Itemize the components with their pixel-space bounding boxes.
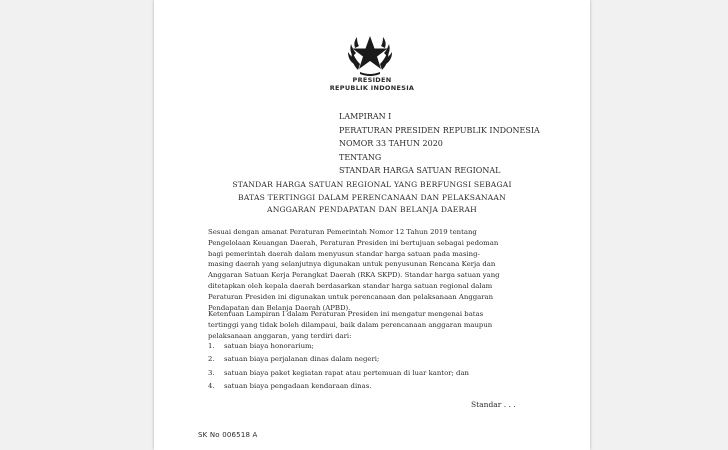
list-number: 2.: [208, 355, 215, 364]
body-paragraph-2: [208, 309, 538, 341]
document-title: [174, 179, 570, 217]
continuation-text: Standar . . .: [471, 400, 516, 409]
body-paragraph-1: [208, 227, 538, 313]
paragraph-line: masing daerah yang selanjutnya digunakan untuk penyusunan Rencana Kerja dan: [208, 260, 496, 269]
attachment-line: NOMOR 33 TAHUN 2020: [339, 139, 443, 148]
list-text: satuan biaya perjalanan dinas dalam negeri;: [224, 355, 380, 364]
list-text: satuan biaya honorarium;: [224, 342, 314, 350]
paragraph-line: Peraturan Presiden ini digunakan untuk perencanaan dan pelaksanaan Anggaran: [208, 292, 494, 301]
list-text: satuan biaya paket kegiatan rapat atau pertemuan di luar kantor; dan: [224, 368, 469, 377]
numbered-list: [208, 340, 538, 394]
list-text: satuan biaya pengadaan kendaraan dinas.: [224, 382, 372, 391]
attachment-line: TENTANG: [339, 152, 382, 162]
paragraph-line: bagi pemerintah daerah dalam menyusun standar harga satuan pada masing-: [208, 249, 480, 258]
title-line: BATAS TERTINGGI DALAM PERENCANAAN DAN PELAKSANAAN: [238, 192, 506, 202]
list-item: [208, 380, 538, 393]
list-number: 4.: [208, 382, 215, 391]
paragraph-line: Pendapatan dan Belanja Daerah (APBD).: [208, 303, 351, 312]
sk-number: SK No 006518 A: [198, 431, 258, 439]
header-republic-label: REPUBLIK INDONESIA: [329, 84, 415, 92]
header-president-label: PRESIDEN: [352, 76, 392, 84]
paragraph-line: tertinggi yang tidak boleh dilampaui, baik dalam perencanaan anggaran maupun: [208, 320, 493, 329]
title-line: STANDAR HARGA SATUAN REGIONAL YANG BERFUNGSI SEBAGAI: [232, 180, 512, 189]
paragraph-line: Pengelolaan Keuangan Daerah, Peraturan Presiden ini bertujuan sebagai pedoman: [208, 238, 499, 247]
paragraph-line: pelaksanaan anggaran, yang terdiri dari:: [208, 331, 352, 340]
list-number: 3.: [208, 368, 215, 377]
attachment-line: STANDAR HARGA SATUAN REGIONAL: [339, 166, 501, 175]
paragraph-line: Anggaran Satuan Kerja Perangkat Daerah (RKA SKPD). Standar harga satuan yang: [208, 271, 500, 280]
document-page: [154, 0, 590, 450]
title-line: ANGGARAN PENDAPATAN DAN BELANJA DAERAH: [267, 205, 477, 215]
paragraph-line: Ketentuan Lampiran I dalam Peraturan Presiden ini mengatur mengenai batas: [208, 310, 484, 318]
garuda-star-emblem-icon: [344, 30, 396, 78]
list-number: 1.: [208, 342, 215, 350]
list-item: [208, 353, 538, 366]
paragraph-line: Sesuai dengan amanat Peraturan Pemerintah Nomor 12 Tahun 2019 tentang: [208, 228, 477, 236]
paragraph-line: ditetapkan oleh kepala daerah berdasarkan standar harga satuan regional dalam: [208, 281, 493, 290]
list-item: [208, 367, 538, 380]
list-item: [208, 340, 538, 353]
attachment-line: PERATURAN PRESIDEN REPUBLIK INDONESIA: [339, 125, 540, 135]
attachment-line: LAMPIRAN I: [339, 112, 392, 121]
attachment-reference-block: [339, 110, 579, 178]
